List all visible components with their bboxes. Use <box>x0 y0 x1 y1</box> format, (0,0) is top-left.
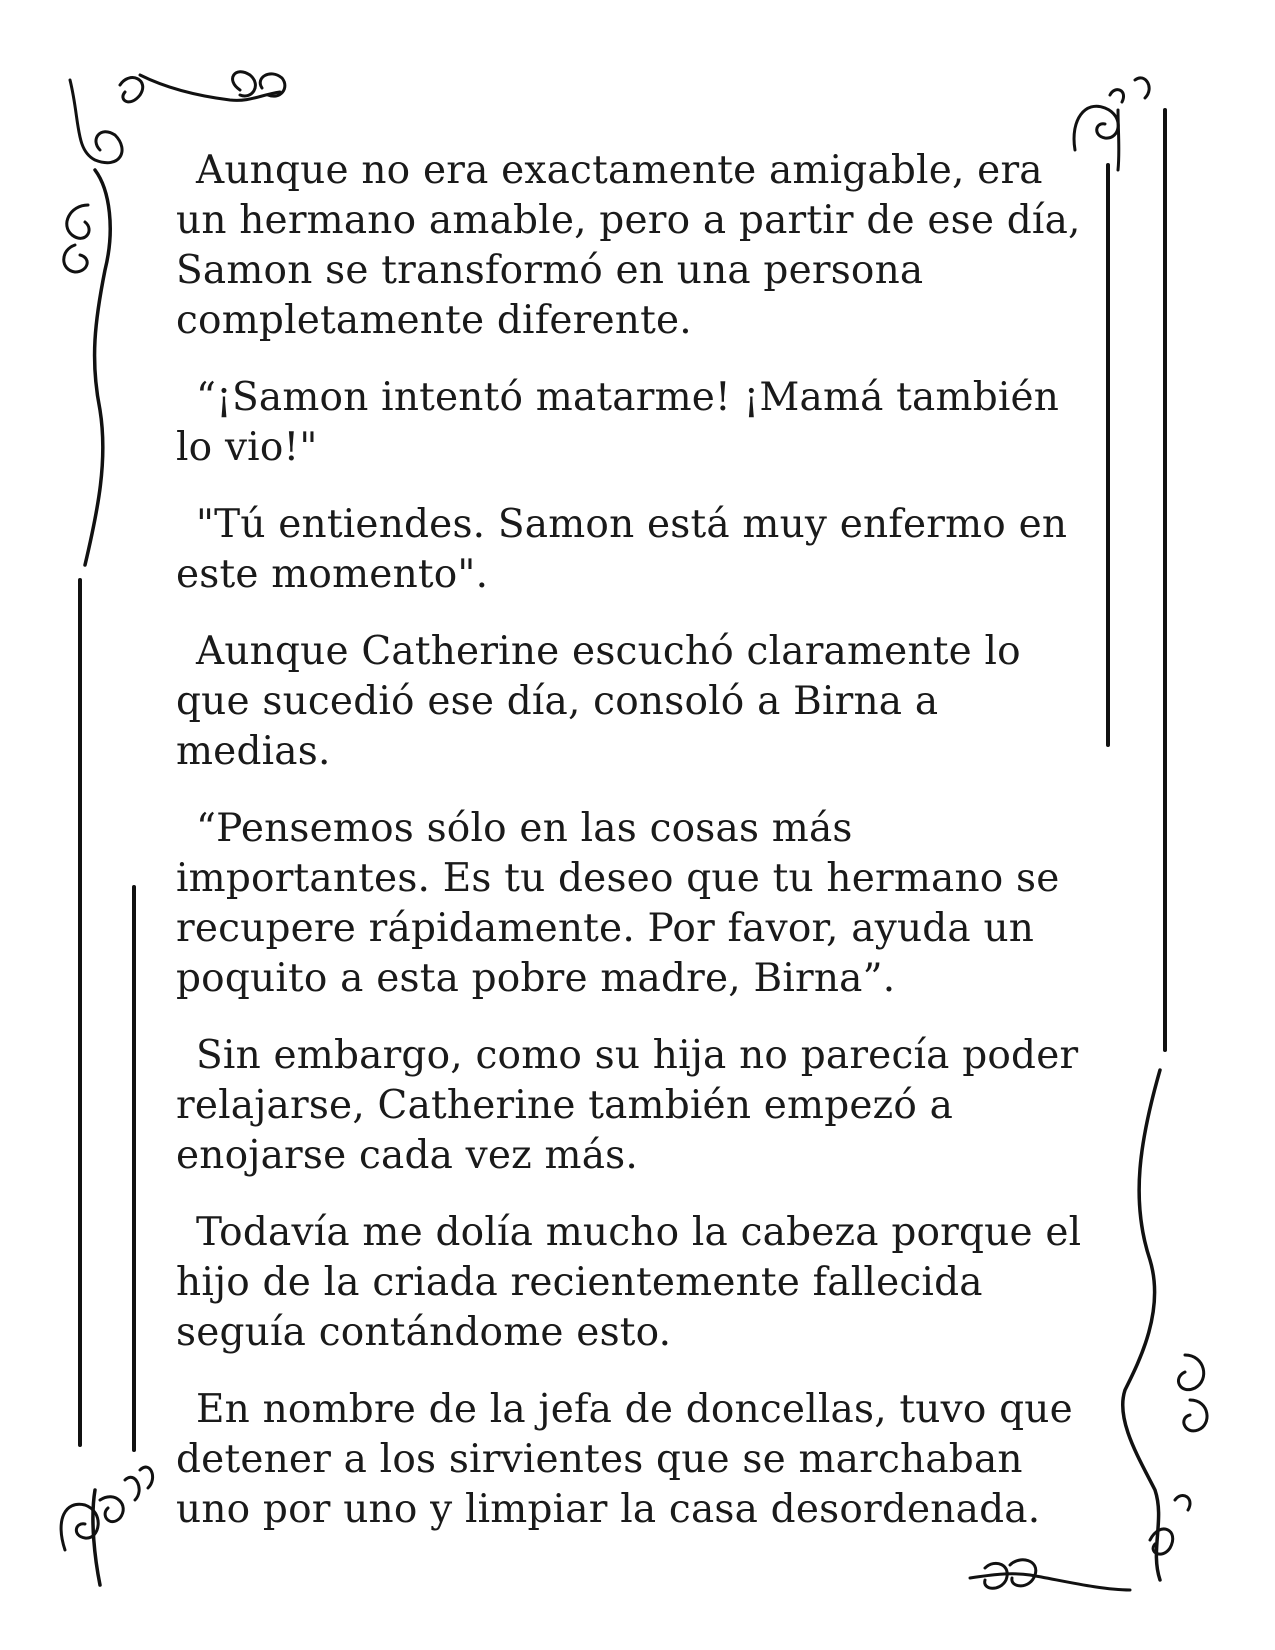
paragraph: Aunque Catherine escuchó claramente lo que sucedió ese día, consoló a Birna a medias. <box>176 629 1021 774</box>
flourish-bottom-left <box>61 1467 153 1585</box>
paragraph: "Tú entiendes. Samon está muy enfermo en este momento". <box>176 502 1068 597</box>
paragraph: En nombre de la jefa de doncellas, tuvo que detener a los sirvientes que se marchaban uno por uno y limpiar la casa desordenada. <box>176 1387 1073 1532</box>
paragraph: Sin embargo, como su hija no parecía poder relajarse, Catherine también empezó a enojarse cada vez más. <box>176 1033 1079 1178</box>
paragraph: Todavía me dolía mucho la cabeza porque el hijo de la criada recientemente fallecida seguía contándome esto. <box>176 1210 1082 1355</box>
paragraph: Aunque no era exactamente amigable, era un hermano amable, pero a partir de ese día, Samon se transformó en una persona completamente diferente. <box>176 148 1081 343</box>
story-text <box>176 146 1086 1562</box>
paragraph: “Pensemos sólo en las cosas más importantes. Es tu deseo que tu hermano se recupere rápidamente. Por favor, ayuda un poquito a esta pobre madre, Birna”. <box>176 806 1060 1001</box>
paragraph: “¡Samon intentó matarme! ¡Mamá también lo vio!" <box>176 375 1060 470</box>
